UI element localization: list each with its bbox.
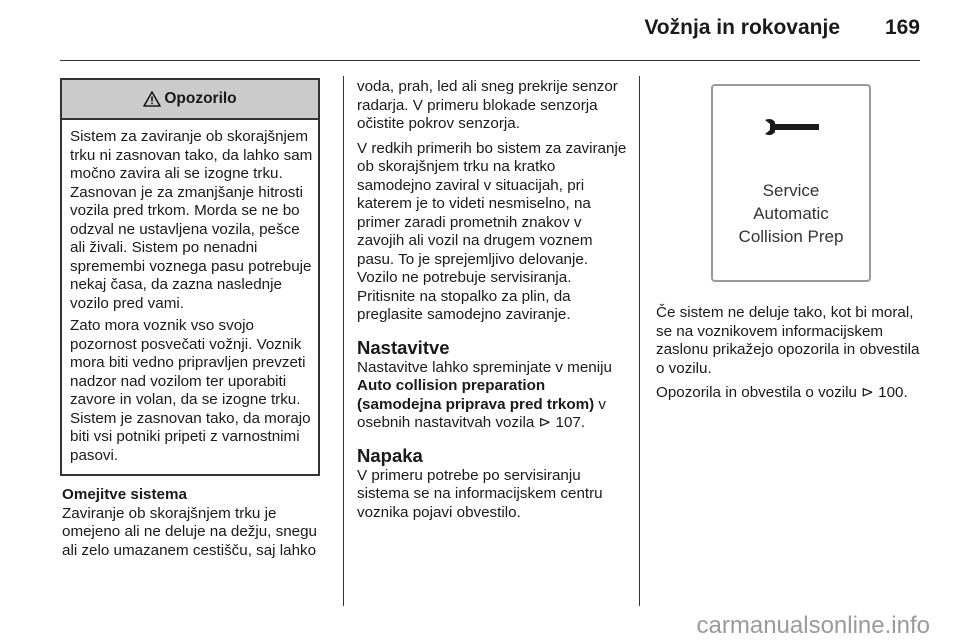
column-divider [639, 76, 640, 606]
warning-title: Opozorilo [164, 90, 237, 107]
fault-heading: Napaka [357, 444, 423, 466]
page-number: 169 [884, 16, 920, 39]
page-reference-arrow-icon: ⊳ [538, 414, 552, 431]
driver-info-display [711, 84, 871, 282]
middle-column [357, 78, 627, 528]
warning-paragraph: Zato mora voznik vso svojo pozornost posvečati vožnji. Voznik mora biti vedno pripravljen prevzeti nadzor nad vozilom ter uporabiti zavore in volan, da se izogne trku. Sistem je zasnovan tako, da morajo biti vsi potniki pripeti z varnostnimi pasovi. [70, 317, 311, 464]
display-message [713, 179, 869, 248]
limits-heading: Omejitve sistema [62, 486, 187, 503]
reference-text: Opozorila in obvestila o vozilu [656, 384, 857, 401]
warning-box [60, 78, 320, 476]
body-paragraph: V redkih primerih bo sistem za zaviranje ob skorajšnjem trku na kratko samodejno zaviral v situacijah, pri katerem je to videti nesmiselno, na primer zaradi prometnih znakov v zavojih ali vozil na drugem voznem pasu. To je sprejemljivo delovanje. Vozilo ne potrebuje servisiranja. Pritisnite na stopalko za plin, da preglasite samodejno zaviranje. [357, 139, 627, 323]
warning-triangle-icon [143, 91, 161, 107]
warning-paragraph: Sistem za zaviranje ob skorajšnjem trku ni zasnovan tako, da lahko sam močno zavira ali se izogne trku. Zasnovan je za zmanjšanje hitrosti vozila pred trkom. Morda se ne bo odzval ne ustavljena vozila, pešce ali živali. Sistem po nenadni spremembi voznega pasu potrebuje nekaj časa, da zazna naslednje vozilo pred vami. [70, 128, 313, 312]
settings-paragraph [357, 359, 627, 433]
display-line: Service [762, 181, 820, 200]
header-rule [60, 60, 920, 61]
reference-page: 100. [878, 384, 908, 401]
limits-text: Zaviranje ob skorajšnjem trku je omejeno ali ne deluje na dežju, snegu ali zelo umazanem cestišču, saj lahko [62, 504, 317, 559]
display-line: Automatic [753, 204, 829, 223]
continuation-paragraph: voda, prah, led ali sneg prekrije senzor radarja. V primeru blokade senzorja očistite pokrov senzorja. [357, 78, 618, 132]
watermark: carmanualsonline.info [696, 612, 930, 639]
settings-intro: Nastavitve lahko spreminjate v meniju [357, 358, 612, 376]
system-limits-section [62, 486, 334, 566]
settings-heading: Nastavitve [357, 336, 450, 358]
right-column [656, 304, 924, 409]
settings-menu-name: Auto collision preparation (samodejna priprava pred trkom) [357, 377, 595, 413]
warning-body [62, 120, 318, 465]
body-paragraph: Če sistem ne deluje tako, kot bi moral, se na voznikovem informacijskem zaslonu prikažejo opozorila in obvestila o vozilu. [656, 304, 920, 377]
wrench-icon [763, 116, 821, 138]
warning-header [62, 80, 318, 120]
page-reference-arrow-icon: ⊳ [861, 384, 874, 401]
reference-paragraph [656, 384, 924, 403]
fault-paragraph: V primeru potrebe po servisiranju sistema se na informacijskem centru voznika pojavi obvestilo. [357, 466, 603, 521]
chapter-title: Vožnja in rokovanje [644, 16, 840, 39]
settings-page-ref: 107. [555, 414, 586, 431]
display-line: Collision Prep [738, 227, 844, 246]
settings-outro: v osebnih nastavitvah vozila [357, 395, 606, 431]
column-divider [343, 76, 344, 606]
